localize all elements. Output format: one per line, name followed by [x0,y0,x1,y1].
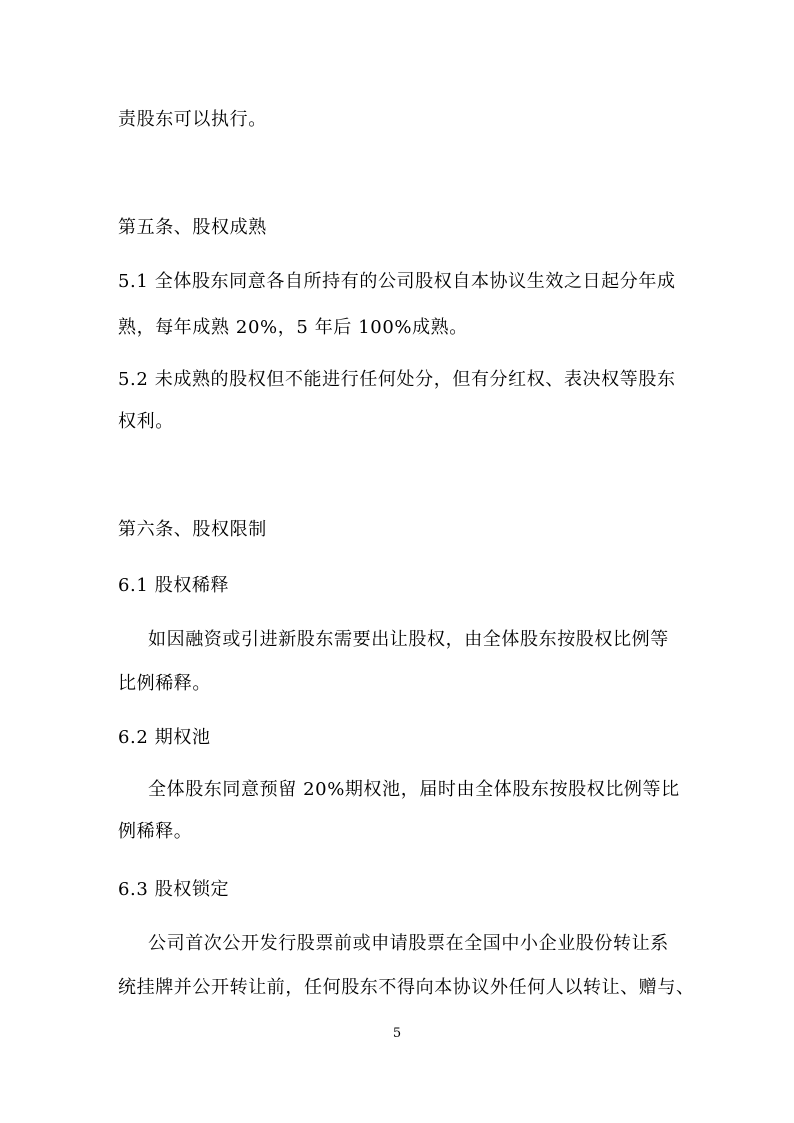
clause-6-3-body-line-1: 公司首次公开发行股票前或申请股票在全国中小企业股份转让系 [148,933,669,954]
paragraph-line-continuation: 责股东可以执行。 [118,109,267,130]
clause-5-2-line-1: 5.2 未成熟的股权但不能进行任何处分，但有分红权、表决权等股东 [118,369,676,390]
clause-5-1-line-2: 熟，每年成熟 20%，5 年后 100%成熟。 [118,317,468,338]
clause-6-2-heading: 6.2 期权池 [118,727,211,748]
clause-6-2-body-line-1: 全体股东同意预留 20%期权池，届时由全体股东按股权比例等比 [148,779,680,800]
clause-6-3-heading: 6.3 股权锁定 [118,879,230,900]
article-heading-5: 第五条、股权成熟 [118,217,267,238]
article-heading-6: 第六条、股权限制 [118,519,267,540]
clause-6-1-heading: 6.1 股权稀释 [118,575,230,596]
clause-5-1-line-1: 5.1 全体股东同意各自所持有的公司股权自本协议生效之日起分年成 [118,271,676,292]
clause-6-1-body-line-1: 如因融资或引进新股东需要出让股权，由全体股东按股权比例等 [148,629,669,650]
clause-6-1-body-line-2: 比例稀释。 [118,673,211,694]
clause-5-2-line-2: 权利。 [118,411,174,432]
page-number: 5 [392,1026,402,1041]
clause-6-3-body-line-2: 统挂牌并公开转让前，任何股东不得向本协议外任何人以转让、赠与、 [118,977,695,998]
clause-6-2-body-line-2: 例稀释。 [118,821,193,842]
